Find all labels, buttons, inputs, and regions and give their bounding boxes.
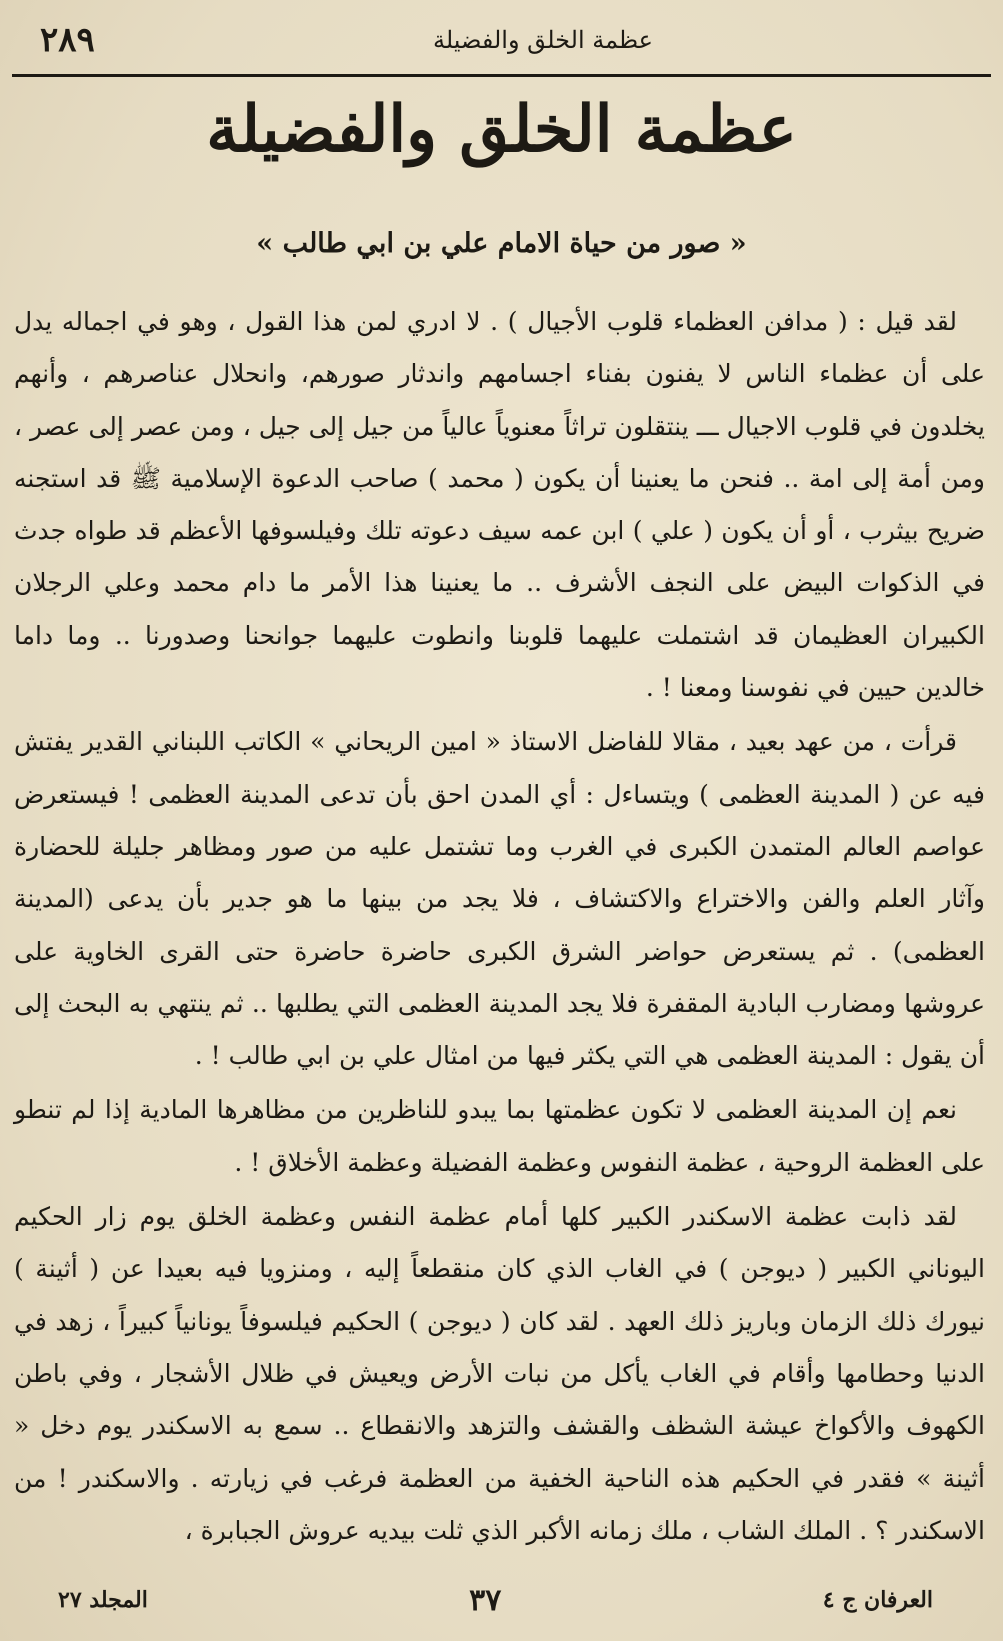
paragraph: قرأت ، من عهد بعيد ، مقالا للفاضل الاستاذ « امين الريحاني » الكاتب اللبناني القدير يفتش فيه عن ( المدينة العظمى ) ويتساءل : أي المدن احق بأن تدعى المدينة العظمى ! فيستعرض عواصم العالم المتمدن الكبرى في الغرب وما تشتمل عليه من صور ومظاهر جليلة للحضارة وآثار العلم والفن والاختراع والاكتشاف ، فلا يجد من بينها ما هو جدير بأن يدعى (المدينة العظمى) . ثم يستعرض حواضر الشرق الكبرى حاضرة حاضرة حتى القرى الخاوية على عروشها ومضارب البادية المقفرة فلا يجد المدينة العظمى التي يطلبها .. ثم ينتهي به البحث إلى أن يقول : المدينة العظمى هي التي يكثر فيها من امثال علي بن ابي طالب ! .: [14, 727, 985, 1071]
header-rule: [12, 74, 991, 77]
paragraph: لقد ذابت عظمة الاسكندر الكبير كلها أمام عظمة النفس وعظمة الخلق يوم زار الحكيم اليوناني الكبير ( ديوجن ) في الغاب الذي كان منقطعاً إليه ، ومنزويا فيه بعيدا عن ( أثينة ) نيورك ذلك الزمان وباريز ذلك العهد . لقد كان ( ديوجن ) الحكيم فيلسوفاً يونانياً كبيراً ، زهد في الدنيا وحطامها وأقام في الغاب يأكل من نبات الأرض ويعيش في ظلال الأشجار ، وفي باطن الكهوف والأكواخ عيشة الشظف والقشف والتزهد والانقطاع .. سمع به الاسكندر يوم دخل « أثينة » فقدر في الحكيم هذه الناحية الخفية من العظمة فرغب في زيارته . والاسكندر ! من الاسكندر ؟ . الملك الشاب ، ملك زمانه الأكبر الذي ثلت بيديه عروش الجبابرة ،: [14, 1202, 985, 1545]
paragraph: نعم إن المدينة العظمى لا تكون عظمتها بما يبدو للناظرين من مظاهرها المادية إذا لم تنطو على العظمة الروحية ، عظمة النفوس وعظمة الفضيلة وعظمة الأخلاق ! .: [14, 1095, 985, 1177]
paragraph: لقد قيل : ( مدافن العظماء قلوب الأجيال ) . لا ادري لمن هذا القول ، وهو في اجماله يدل على أن عظماء الناس لا يفنون بفناء اجسامهم واندثار صورهم، وانحلال عناصرهم ، وأنهم يخلدون في قلوب الاجيال ـــ ينتقلون تراثاً معنوياً عالياً من جيل إلى جيل ، ومن عصر إلى عصر ، ومن أمة إلى امة .. فنحن ما يعنينا أن يكون ( محمد ) صاحب الدعوة الإسلامية ﷺ قد استجنه ضريح بيثرب ، أو أن يكون ( علي ) ابن عمه سيف دعوته تلك وفيلسوفها الأعظم قد طواه جدث في الذكوات البيض على النجف الأشرف .. ما يعنينا هذا الأمر ما دام محمد وعلي الرجلان الكبيران العظيمان قد اشتملت عليهما قلوبنا وانطوت عليهما جوانحنا وصدورنا .. وما داما خالدين حيين في نفوسنا ومعنا ! .: [14, 307, 985, 703]
article-subtitle: « صور من حياة الامام علي بن ابي طالب »: [256, 228, 747, 259]
page-footer: [40, 1580, 963, 1620]
page-number-top: ٢٨٩: [40, 20, 95, 60]
running-title: عظمة الخلق والفضيلة: [432, 26, 653, 54]
page-number-bottom: ٣٧: [469, 1582, 502, 1618]
running-header: [20, 18, 983, 62]
article-title: عظمة الخلق والفضيلة: [206, 92, 797, 167]
article-body: [14, 296, 985, 1557]
volume-label: المجلد ٢٧: [58, 1587, 148, 1613]
journal-issue-label: العرفان ج ٤: [822, 1587, 933, 1613]
